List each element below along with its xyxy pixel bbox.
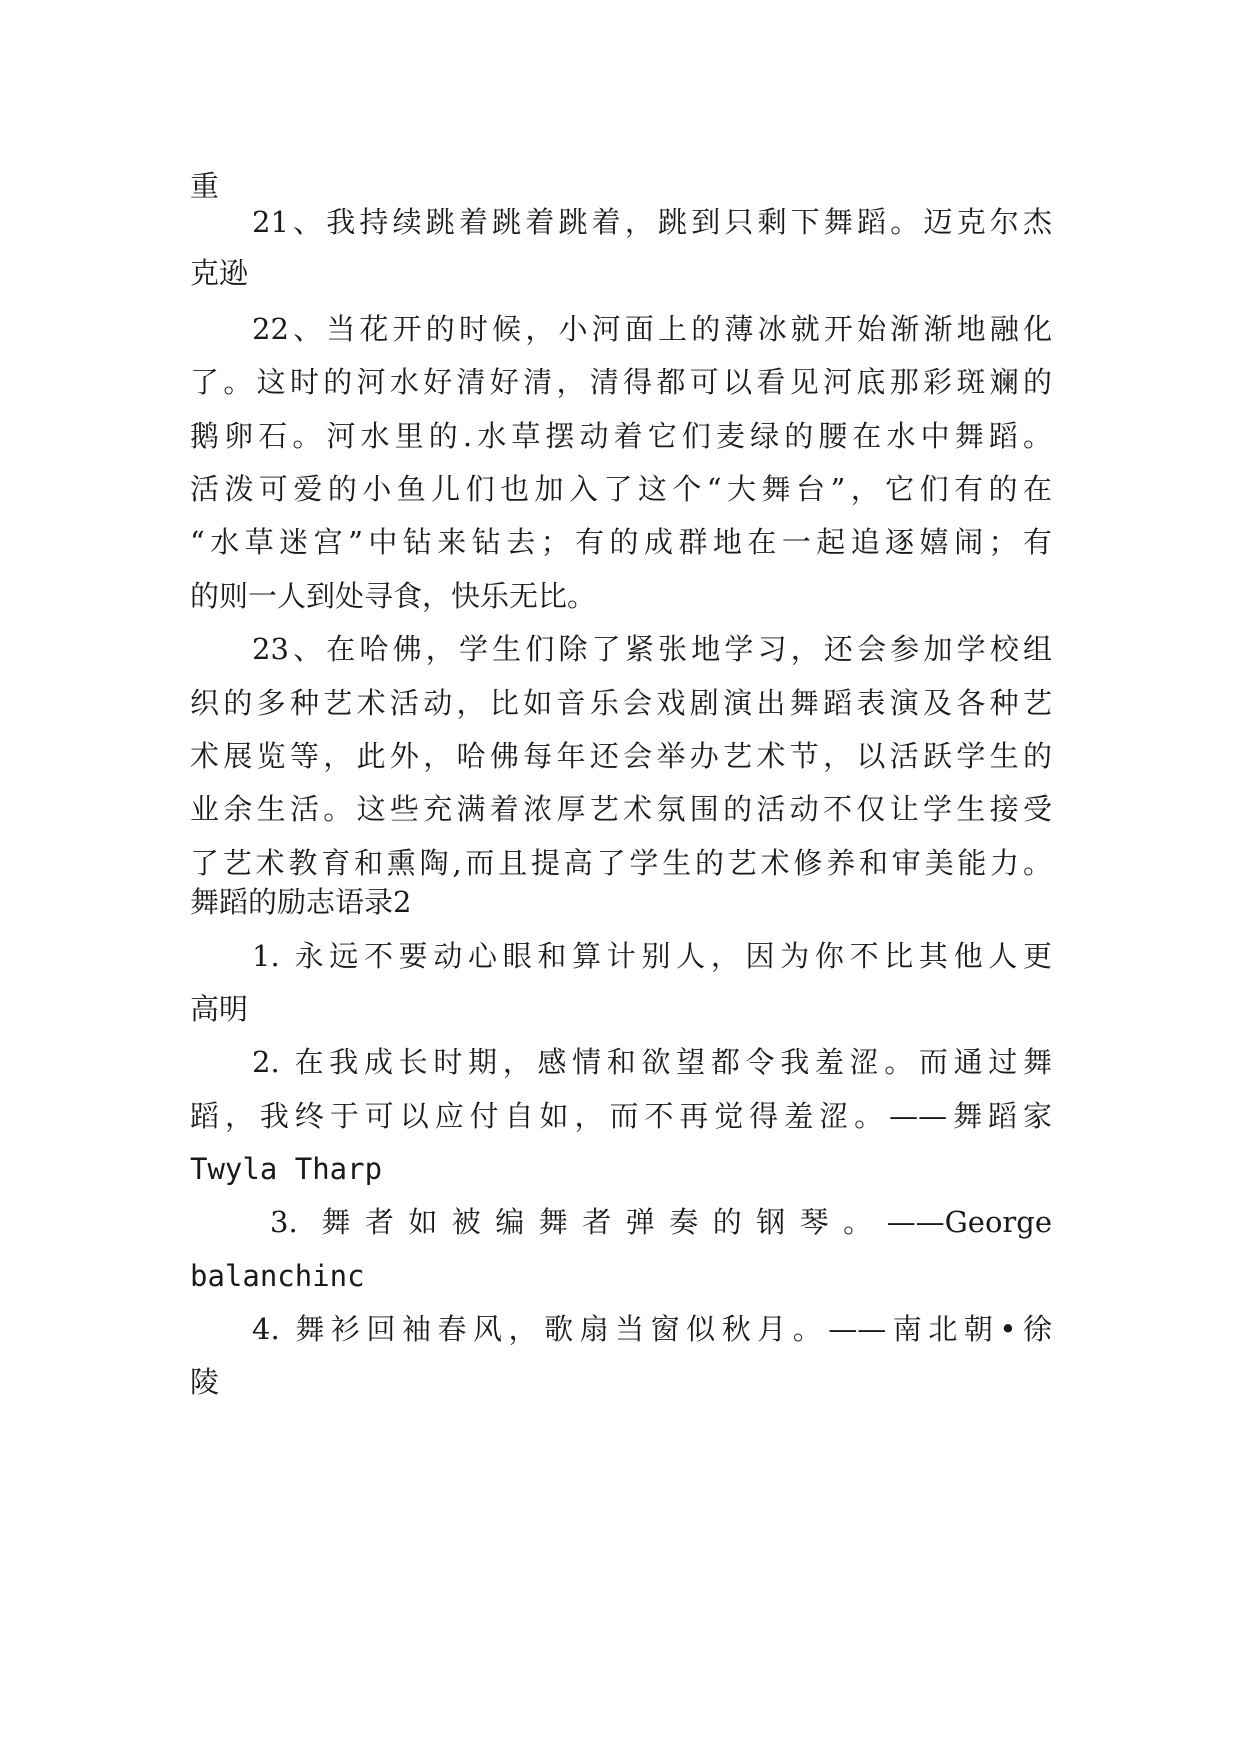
- item-4-line-2: 陵: [190, 1365, 220, 1399]
- item-3-line-2: balanchinc: [190, 1259, 365, 1293]
- quote-22-line-6: 的则一人到处寻食，快乐无比。: [190, 579, 597, 613]
- quote-23-line-5: 了艺术教育和熏陶,而且提高了学生的艺术修养和审美能力。: [190, 846, 1052, 880]
- item-4-line-1: 4. 舞衫回袖春风，歌扇当窗似秋月。——南北朝•徐: [252, 1312, 1052, 1346]
- quote-22-line-4: 活泼可爱的小鱼儿们也加入了这个“大舞台”，它们有的在: [190, 472, 1052, 506]
- quote-23-line-3: 术展览等，此外，哈佛每年还会举办艺术节，以活跃学生的: [190, 739, 1052, 773]
- quote-22-line-2: 了。这时的河水好清好清，清得都可以看见河底那彩斑斓的: [190, 365, 1052, 399]
- quote-22-line-1: 22、当花开的时候，小河面上的薄冰就开始渐渐地融化: [252, 312, 1052, 346]
- item-2-line-2: 蹈，我终于可以应付自如，而不再觉得羞涩。——舞蹈家: [190, 1099, 1052, 1133]
- item-1-line-1: 1. 永远不要动心眼和算计别人，因为你不比其他人更: [252, 939, 1052, 973]
- item-3-line-1: 3. 舞者如被编舞者弹奏的钢琴。——George: [270, 1205, 1052, 1239]
- quote-23-line-1: 23、在哈佛，学生们除了紧张地学习，还会参加学校组: [252, 632, 1052, 666]
- quote-23-line-4: 业余生活。这些充满着浓厚艺术氛围的活动不仅让学生接受: [190, 792, 1052, 826]
- item-2-line-3: Twyla Tharp: [190, 1152, 383, 1186]
- text-line: 重: [190, 169, 220, 203]
- quote-22-line-5: “水草迷宫”中钻来钻去；有的成群地在一起追逐嬉闹；有: [190, 525, 1052, 559]
- quote-22-line-3: 鹅卵石。河水里的.水草摆动着它们麦绿的腰在水中舞蹈。: [190, 419, 1052, 453]
- item-1-line-2: 高明: [190, 992, 249, 1026]
- quote-23-line-2: 织的多种艺术活动，比如音乐会戏剧演出舞蹈表演及各种艺: [190, 686, 1052, 720]
- item-2-line-1: 2. 在我成长时期，感情和欲望都令我羞涩。而通过舞: [252, 1045, 1052, 1079]
- quote-21-line-2: 克逊: [190, 256, 249, 290]
- section-heading: 舞蹈的励志语录2: [190, 885, 412, 919]
- quote-21-line-1: 21、我持续跳着跳着跳着，跳到只剩下舞蹈。迈克尔杰: [252, 205, 1052, 239]
